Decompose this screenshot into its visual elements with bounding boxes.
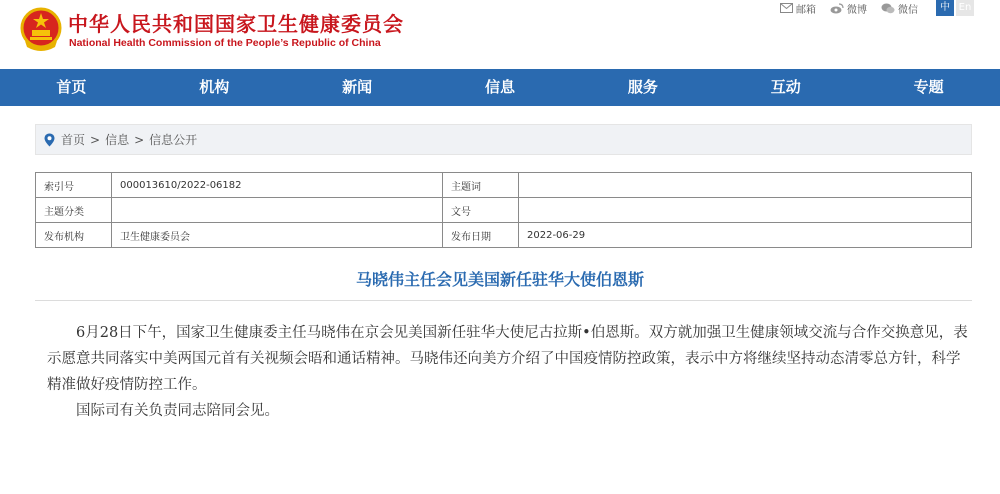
date-value: 2022-06-29	[519, 223, 972, 248]
category-value	[112, 198, 443, 223]
index-value: 000013610/2022-06182	[112, 173, 443, 198]
weibo-link[interactable]	[830, 1, 867, 16]
title-divider	[35, 300, 972, 301]
publisher-value: 卫生健康委员会	[112, 223, 443, 248]
docno-label: 文号	[443, 198, 519, 223]
nav-item-topics[interactable]: 专题	[913, 78, 944, 96]
publisher-label: 发布机构	[36, 223, 112, 248]
mail-icon	[780, 3, 793, 13]
keyword-label: 主题词	[443, 173, 519, 198]
table-row	[36, 223, 972, 248]
breadcrumb-separator: >	[90, 132, 101, 147]
site-header	[0, 0, 1000, 68]
wechat-icon	[881, 3, 895, 14]
docno-value	[519, 198, 972, 223]
nav-item-interaction[interactable]: 互动	[770, 78, 801, 96]
index-label: 索引号	[36, 173, 112, 198]
site-title-en: National Health Commission of the People’s Republic of China	[69, 37, 381, 49]
breadcrumb-information[interactable]: 信息	[105, 133, 130, 147]
article-body	[47, 320, 972, 424]
lang-zh-button[interactable]: 中	[936, 0, 954, 16]
nav-item-news[interactable]: 新闻	[342, 78, 373, 96]
wechat-link-label: 微信	[898, 4, 918, 16]
article-title: 马晓伟主任会见美国新任驻华大使伯恩斯	[355, 270, 644, 289]
date-label: 发布日期	[443, 223, 519, 248]
table-row	[36, 198, 972, 223]
location-pin-icon	[44, 133, 55, 147]
nav-item-organization[interactable]: 机构	[199, 78, 230, 96]
category-label: 主题分类	[36, 198, 112, 223]
breadcrumb	[35, 124, 972, 155]
mail-link[interactable]	[780, 1, 816, 16]
mail-link-label: 邮箱	[796, 4, 816, 16]
national-emblem-icon[interactable]	[19, 7, 63, 53]
language-switch	[936, 0, 974, 16]
top-links	[766, 0, 974, 16]
nav-item-information[interactable]: 信息	[485, 78, 516, 96]
weibo-icon	[830, 3, 844, 14]
keyword-value	[519, 173, 972, 198]
wechat-link[interactable]	[881, 1, 918, 16]
document-meta-table	[35, 172, 972, 248]
main-nav	[0, 69, 1000, 106]
weibo-link-label: 微博	[847, 4, 867, 16]
article-paragraph: 6月28日下午，国家卫生健康委主任马晓伟在京会见美国新任驻华大使尼古拉斯•伯恩斯。双方就加强卫生健康领域交流与合作交换意见，表示愿意共同落实中美两国元首有关视频会晤和通话精神。马晓伟还向美方介绍了中国疫情防控政策，表示中方将继续坚持动态清零总方针，科学精准做好疫情防控工作。	[47, 325, 968, 393]
article-paragraph: 国际司有关负责同志陪同会见。	[76, 403, 279, 419]
breadcrumb-separator: >	[134, 132, 145, 147]
nav-item-home[interactable]: 首页	[56, 78, 87, 96]
table-row	[36, 173, 972, 198]
lang-en-button[interactable]: En	[956, 0, 974, 16]
breadcrumb-home[interactable]: 首页	[61, 133, 86, 147]
nav-item-services[interactable]: 服务	[627, 78, 658, 96]
site-title-cn: 中华人民共和国国家卫生健康委员会	[68, 12, 404, 36]
breadcrumb-disclosure[interactable]: 信息公开	[149, 133, 198, 147]
